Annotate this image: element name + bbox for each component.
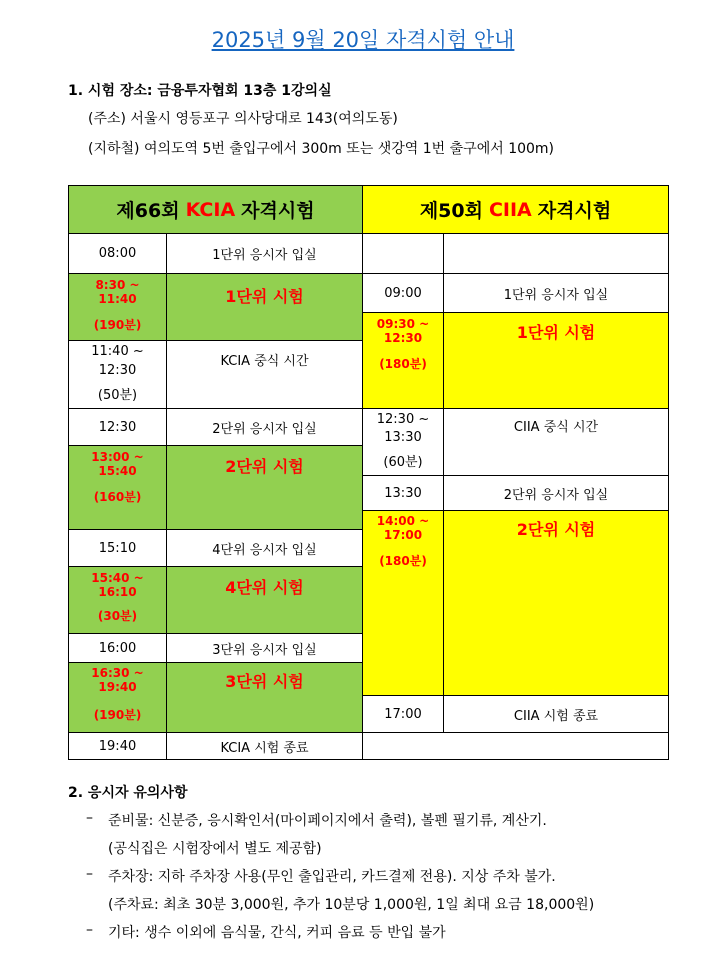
- ciia-end-time: 17:00: [362, 695, 444, 733]
- kcia-r4-desc: 4단위 응시자 입실: [166, 529, 363, 567]
- ciia-lunch-cell: [443, 408, 669, 476]
- item2-line1: 주차장: 지하 주차장 사용(무인 출입관리, 카드결제 전용). 지상 주차 불가.: [108, 869, 556, 885]
- section2-heading: 2. 응시자 유의사항: [68, 785, 188, 801]
- kcia-r2-time: 12:30: [68, 408, 167, 446]
- subway-line: (지하철) 여의도역 5번 출입구에서 300m 또는 샛강역 1번 출구에서 100m): [88, 141, 555, 157]
- ciia-blank-time: [362, 233, 444, 274]
- bullet-dash: –: [86, 866, 93, 882]
- ciia-exam2-cell: [443, 510, 669, 696]
- kcia-lunch-desc: KCIA 중식 시간: [220, 354, 309, 369]
- ciia-lunch-duration: (60분): [383, 455, 423, 470]
- ciia-end-desc: CIIA 시험 종료: [443, 695, 669, 733]
- ciia-lunch-time: [362, 408, 444, 476]
- kcia-exam3-start: 16:30 ~: [91, 666, 144, 680]
- kcia-exam3-time: [68, 662, 167, 733]
- ciia-header: [362, 185, 669, 234]
- ciia-exam2-end: 17:00: [383, 528, 423, 542]
- address-line: (주소) 서울시 영등포구 의사당대로 143(여의도동): [88, 111, 398, 127]
- ciia-exam2-start: 14:00 ~: [376, 514, 430, 528]
- kcia-exam2-cell: [166, 445, 363, 530]
- kcia-header: [68, 185, 363, 234]
- ciia-exam1-duration: (180분): [379, 357, 427, 371]
- ciia-r1-time: 09:00: [362, 273, 444, 313]
- kcia-end-desc: KCIA 시험 종료: [166, 732, 363, 760]
- section1-heading: 1. 시험 장소: 금융투자협회 13층 1강의실: [68, 83, 332, 99]
- kcia-exam3-title: 3단위 시험: [225, 672, 304, 691]
- kcia-exam4-duration: (30분): [97, 609, 138, 623]
- item2-line2: (주차료: 최초 30분 3,000원, 추가 10분당 1,000원, 1일 최대 요금 18,000원): [108, 897, 595, 913]
- ciia-trailing-blank: [362, 732, 669, 760]
- ciia-blank-desc: [443, 233, 669, 274]
- kcia-lunch-duration: (50분): [97, 388, 138, 403]
- kcia-lunch-time: [68, 340, 167, 409]
- kcia-exam4-title: 4단위 시험: [225, 578, 304, 597]
- ciia-exam1-time: [362, 312, 444, 409]
- kcia-exam2-time: [68, 445, 167, 530]
- kcia-exam3-cell: [166, 662, 363, 733]
- ciia-header-prefix: 제50회: [419, 200, 483, 222]
- kcia-exam1-title: 1단위 시험: [225, 287, 304, 306]
- ciia-header-name: CIIA: [488, 198, 532, 221]
- kcia-lunch-end: 12:30: [98, 363, 137, 378]
- ciia-exam1-end: 12:30: [383, 331, 423, 345]
- ciia-lunch-start: 12:30 ~: [376, 412, 430, 427]
- kcia-header-prefix: 제66회: [116, 200, 180, 222]
- kcia-exam1-cell: [166, 273, 363, 341]
- kcia-exam2-title: 2단위 시험: [225, 457, 304, 476]
- kcia-r1-time: 08:00: [68, 233, 167, 274]
- kcia-r3-desc: 3단위 응시자 입실: [166, 633, 363, 663]
- page-title: 2025년 9월 20일 자격시험 안내: [211, 28, 515, 52]
- ciia-r1-desc: 1단위 응시자 입실: [443, 273, 669, 313]
- kcia-exam4-time: [68, 566, 167, 634]
- ciia-lunch-desc: CIIA 중식 시간: [513, 420, 599, 435]
- ciia-exam2-title: 2단위 시험: [516, 520, 596, 539]
- ciia-header-suffix: 자격시험: [537, 200, 612, 222]
- kcia-exam3-duration: (190분): [93, 708, 142, 722]
- item1-line1: 준비물: 신분증, 응시확인서(마이페이지에서 출력), 볼펜 필기류, 계산기.: [108, 813, 547, 829]
- kcia-lunch-start: 11:40 ~: [91, 344, 144, 359]
- item1-line2: (공식집은 시험장에서 별도 제공함): [108, 841, 322, 857]
- kcia-r1-desc: 1단위 응시자 입실: [166, 233, 363, 274]
- kcia-exam2-end: 15:40: [98, 464, 137, 478]
- kcia-exam1-start: 8:30 ~: [95, 278, 140, 292]
- kcia-r3-time: 16:00: [68, 633, 167, 663]
- kcia-exam4-end: 16:10: [98, 585, 137, 599]
- bullet-dash: –: [86, 922, 93, 938]
- kcia-r4-time: 15:10: [68, 529, 167, 567]
- ciia-exam2-duration: (180분): [379, 554, 427, 568]
- kcia-exam2-duration: (160분): [93, 490, 142, 504]
- kcia-exam3-end: 19:40: [98, 680, 137, 694]
- kcia-end-time: 19:40: [68, 732, 167, 760]
- kcia-exam2-start: 13:00 ~: [91, 450, 144, 464]
- ciia-r2-desc: 2단위 응시자 입실: [443, 475, 669, 511]
- kcia-header-suffix: 자격시험: [241, 200, 315, 222]
- ciia-exam1-title: 1단위 시험: [516, 323, 596, 342]
- kcia-lunch-cell: [166, 340, 363, 409]
- ciia-exam2-time: [362, 510, 444, 696]
- item3-line1: 기타: 생수 이외에 음식물, 간식, 커피 음료 등 반입 불가: [108, 925, 446, 941]
- kcia-exam4-start: 15:40 ~: [91, 571, 144, 585]
- ciia-lunch-end: 13:30: [384, 430, 422, 445]
- ciia-exam1-cell: [443, 312, 669, 409]
- kcia-exam1-end: 11:40: [98, 292, 137, 306]
- ciia-r2-time: 13:30: [362, 475, 444, 511]
- kcia-r2-desc: 2단위 응시자 입실: [166, 408, 363, 446]
- kcia-exam1-time: [68, 273, 167, 341]
- kcia-header-name: KCIA: [185, 198, 236, 221]
- kcia-exam1-duration: (190분): [93, 318, 142, 332]
- bullet-dash: –: [86, 810, 93, 826]
- ciia-exam1-start: 09:30 ~: [376, 317, 430, 331]
- kcia-exam4-cell: [166, 566, 363, 634]
